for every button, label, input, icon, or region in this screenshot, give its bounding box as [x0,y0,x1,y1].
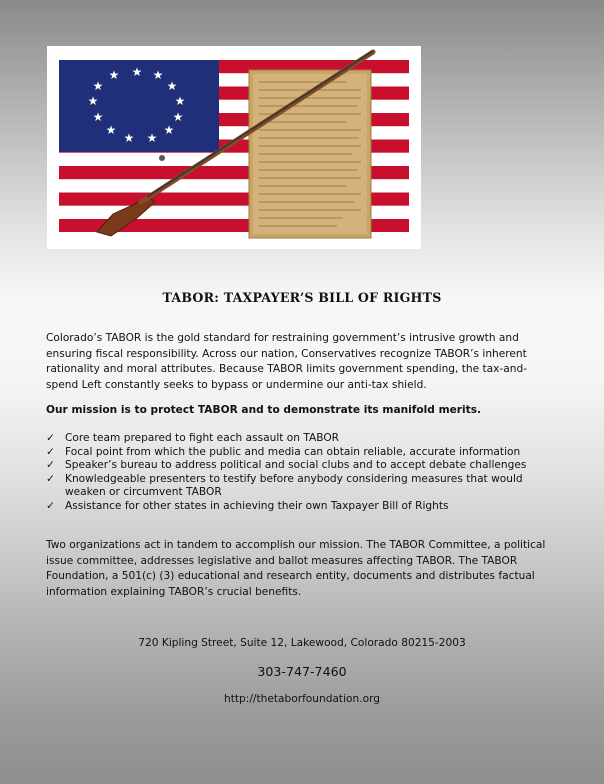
list-item-text: Assistance for other states in achieving their own Taxpayer Bill of Rights [65,499,449,512]
checklist [46,432,566,514]
intro-paragraph: Colorado’s TABOR is the gold standard for restraining government’s intrusive growth and ensuring fiscal responsibility. Across our nation, Conservatives recognize TABOR’s inherent rationality and moral attributes. Because TABOR limits government spending, the tax-and-spend Left constantly seeks to bypass or undermine our anti-tax shield. [46,332,527,391]
list-item [46,500,566,514]
website-link[interactable]: http://thetaborfoundation.org [224,693,380,705]
svg-text:★: ★ [108,68,120,82]
svg-text:★: ★ [166,79,178,93]
svg-text:★: ★ [174,94,186,108]
svg-text:★: ★ [146,131,158,145]
contact-phone: 303-747-7460 [257,664,347,679]
svg-text:★: ★ [131,65,143,79]
list-item-text: Focal point from which the public and media can obtain reliable, accurate information [65,445,521,458]
page-title: TABOR: TAXPAYER’S BILL OF RIGHTS [162,290,442,305]
svg-text:★: ★ [105,123,117,137]
list-item [46,473,566,500]
svg-text:★: ★ [172,110,184,124]
list-item [46,446,566,460]
hero-image [47,46,421,249]
list-item-text: Core team prepared to fight each assault on TABOR [65,432,340,444]
list-item [46,459,566,473]
american-flag-rifle-constitution-image [47,46,421,249]
check-icon: ✓ [46,432,55,444]
svg-text:★: ★ [92,110,104,124]
check-icon: ✓ [46,445,55,458]
svg-text:★: ★ [152,68,164,82]
svg-text:★: ★ [163,123,175,137]
svg-text:★: ★ [123,131,135,145]
mission-statement: Our mission is to protect TABOR and to demonstrate its manifold merits. [46,404,482,416]
svg-text:★: ★ [92,79,104,93]
check-icon: ✓ [46,459,55,472]
list-item-text: Speaker’s bureau to address political and social clubs and to accept debate challenges [65,459,527,472]
list-item [46,432,566,446]
check-icon: ✓ [46,499,55,512]
check-icon: ✓ [46,472,55,485]
organizations-paragraph: Two organizations act in tandem to accomplish our mission. The TABOR Committee, a political issue committee, addresses legislative and ballot measures affecting TABOR. The TABOR Foundation, a 501(c) (3) educational and research entity, documents and distributes factual information explaining TABOR’s crucial benefits. [46,539,546,598]
list-item-text: Knowledgeable presenters to testify before anybody considering measures that would weaken or circumvent TABOR [65,472,523,499]
svg-text:★: ★ [87,94,99,108]
contact-address: 720 Kipling Street, Suite 12, Lakewood, Colorado 80215-2003 [138,637,466,649]
